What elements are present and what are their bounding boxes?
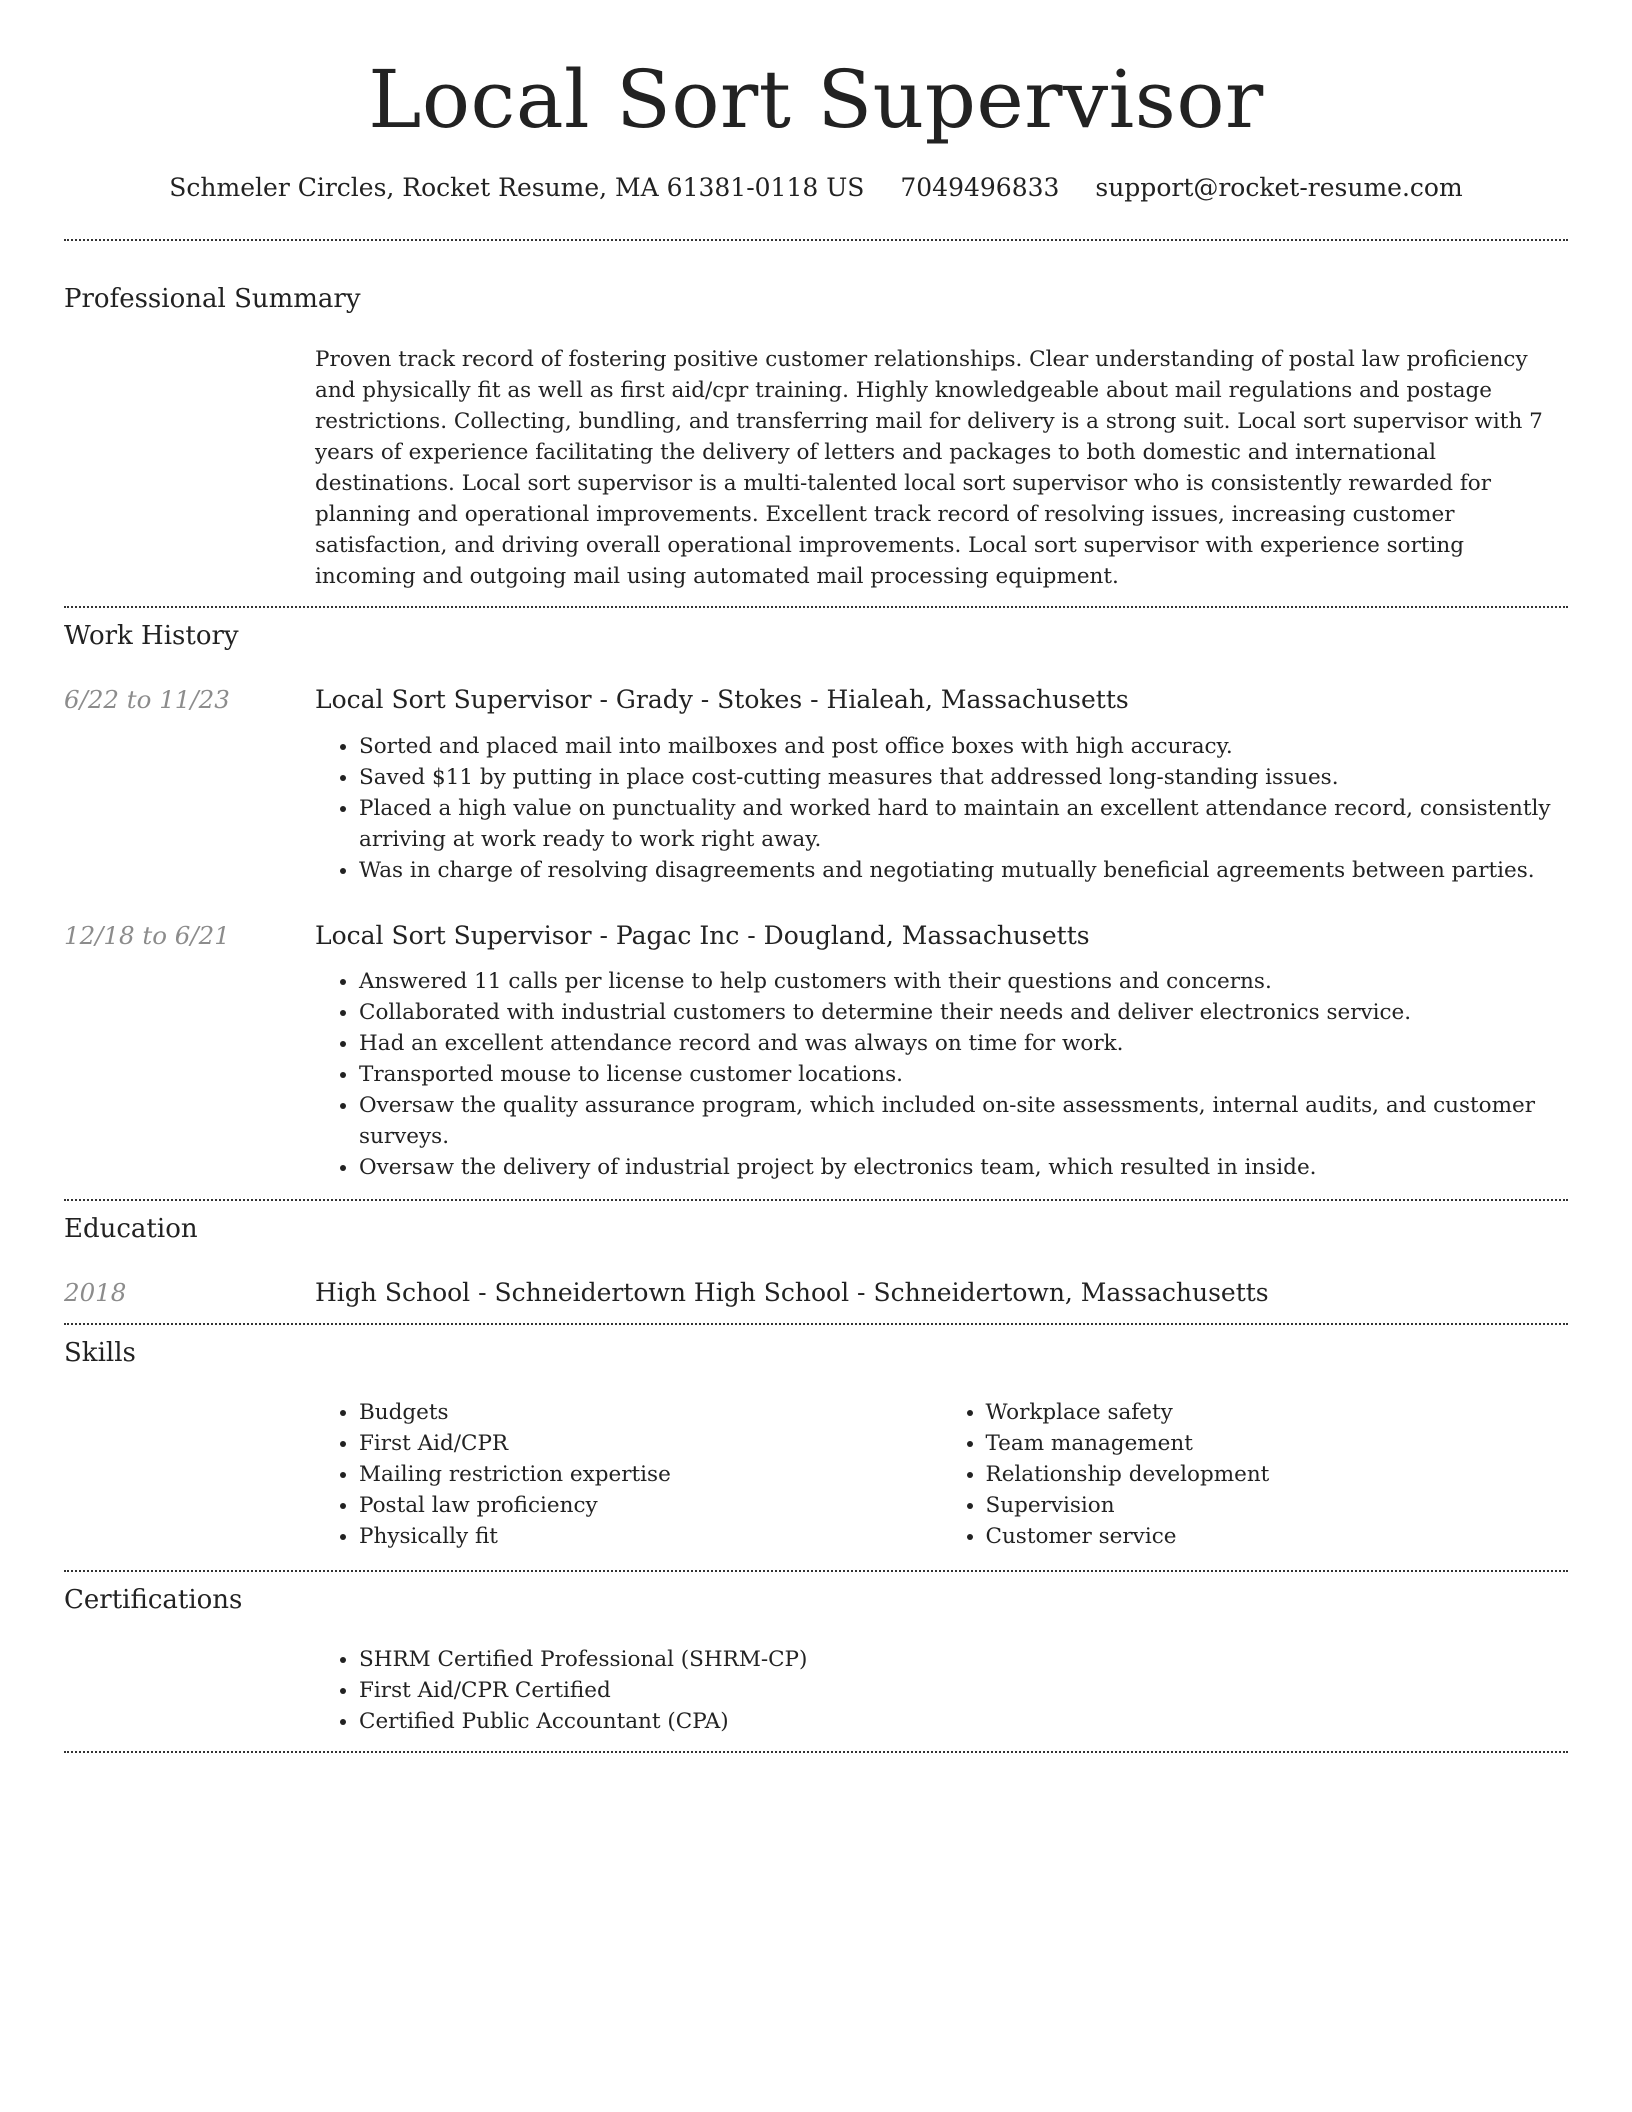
list-item: • Workplace safety [986,1397,1569,1428]
candidate-name: Local Sort Supervisor [368,53,1264,146]
education-year: 2018 [64,1277,127,1307]
divider [64,239,1568,241]
divider [64,1570,1568,1572]
job-entry [64,920,1568,1184]
list-item: • Collaborated with industrial customers to determine their needs and deliver electronics service. [359,997,1568,1028]
skills-heading: Skills [64,1338,136,1369]
summary-heading: Professional Summary [64,283,361,314]
list-item: • Team management [986,1428,1569,1459]
list-item: • Was in charge of resolving disagreements and negotiating mutually beneficial agreements between parties. [359,855,1568,886]
phone: 7049496833 [900,173,1060,202]
list-item: • SHRM Certified Professional (SHRM-CP) [359,1644,1568,1675]
skills-list-right [942,1397,1569,1552]
divider [64,1323,1568,1325]
list-item: • Physically fit [359,1521,942,1552]
certifications-heading: Certifications [64,1585,243,1616]
education-heading-text: High School - Schneidertown High School - Schneidertown, Massachusetts [315,1277,1269,1307]
list-item: • First Aid/CPR Certified [359,1675,1568,1706]
certifications-list [315,1644,1568,1737]
address: Schmeler Circles, Rocket Resume, MA 61381-0118 US [169,173,865,202]
list-item: • Sorted and placed mail into mailboxes and post office boxes with high accuracy. [359,731,1568,762]
divider [64,606,1568,608]
list-item: • Had an excellent attendance record and was always on time for work. [359,1028,1568,1059]
education-heading: Education [64,1214,198,1245]
job-entry [64,684,1568,886]
list-item: • Postal law proficiency [359,1490,942,1521]
list-item: • Oversaw the quality assurance program, which included on-site assessments, internal audits, and customer surveys. [359,1090,1568,1152]
contact-line [64,172,1568,205]
divider [64,1199,1568,1201]
list-item: • Placed a high value on punctuality and worked hard to maintain an excellent attendance record, consistently arriving at work ready to work right away. [359,793,1568,855]
job-bullets [315,731,1568,886]
email: support@rocket-resume.com [1095,173,1463,202]
list-item: • Transported mouse to license customer locations. [359,1059,1568,1090]
divider [64,1751,1568,1753]
summary-text: Proven track record of fostering positive customer relationships. Clear understanding of postal law proficiency and physically fit as well as first aid/cpr training. Highly knowledgeable about mail regulations and postage restrictions. Collecting, bundling, and transferring mail for delivery is a strong suit. Local sort supervisor with 7 years of experience facilitating the delivery of letters and packages to both domestic and international destinations. Local sort supervisor is a multi-talented local sort supervisor who is consistently rewarded for planning and operational improvements. Excellent track record of resolving issues, increasing customer satisfaction, and driving overall operational improvements. Local sort supervisor with experience sorting incoming and outgoing mail using automated mail processing equipment. [315,347,1543,590]
job-heading: Local Sort Supervisor - Pagac Inc - Dougland, Massachusetts [315,920,1090,950]
list-item: • Mailing restriction expertise [359,1459,942,1490]
job-dates: 12/18 to 6/21 [64,920,230,950]
list-item: • Answered 11 calls per license to help customers with their questions and concerns. [359,966,1568,997]
list-item: • Supervision [986,1490,1569,1521]
skills-grid [315,1397,1568,1552]
list-item: • Relationship development [986,1459,1569,1490]
list-item: • Oversaw the delivery of industrial project by electronics team, which resulted in inside. [359,1152,1568,1183]
job-dates: 6/22 to 11/23 [64,685,230,715]
skills-list-left [315,1397,942,1552]
job-bullets [315,966,1568,1183]
list-item: • Certified Public Accountant (CPA) [359,1706,1568,1737]
list-item: • First Aid/CPR [359,1428,942,1459]
education-entry [64,1277,1568,1310]
list-item: • Budgets [359,1397,942,1428]
list-item: • Saved $11 by putting in place cost-cutting measures that addressed long-standing issues. [359,762,1568,793]
job-heading: Local Sort Supervisor - Grady - Stokes - Hialeah, Massachusetts [315,685,1129,715]
work-history-heading: Work History [64,621,239,652]
list-item: • Customer service [986,1521,1569,1552]
